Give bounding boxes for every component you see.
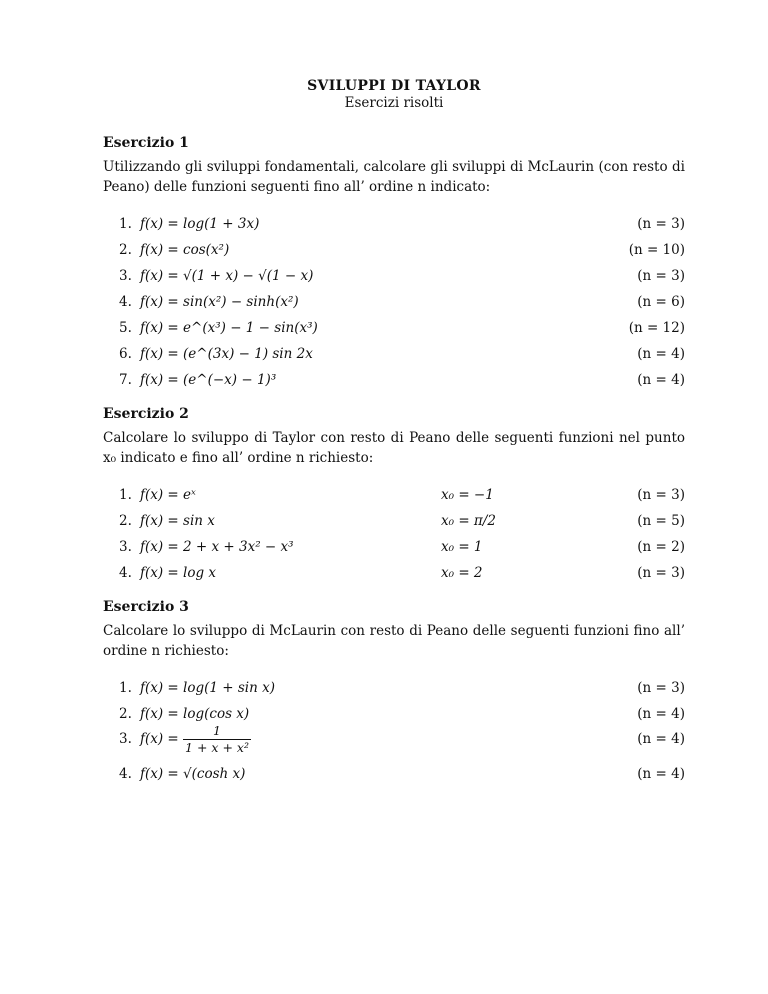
- fraction-numerator: 1: [213, 722, 221, 738]
- list-item: [119, 722, 685, 756]
- item-function: f(x) = sin x: [140, 513, 215, 529]
- item-number: 2.: [119, 242, 132, 258]
- item-order: (n = 10): [628, 242, 685, 258]
- item-function: f(x) = √(1 + x) − √(1 − x): [140, 268, 314, 284]
- item-order: (n = 4): [637, 372, 685, 388]
- list-item: [119, 258, 685, 284]
- item-order: (n = 12): [628, 320, 685, 336]
- exercise-heading: Esercizio 3: [103, 599, 189, 615]
- exercise-intro: Calcolare lo sviluppo di McLaurin con resto di Peano delle seguenti funzioni fino all’ ordine n richiesto:: [103, 623, 685, 659]
- item-order: (n = 3): [637, 680, 685, 696]
- item-number: 1.: [119, 680, 132, 696]
- item-number: 3.: [119, 731, 132, 747]
- list-item: [119, 477, 685, 503]
- exercise-2: [103, 406, 685, 581]
- item-order: (n = 2): [637, 539, 685, 555]
- exercise-heading: Esercizio 1: [103, 135, 189, 151]
- exercise-list: [119, 206, 685, 388]
- item-function: f(x) = √(cosh x): [140, 766, 246, 782]
- list-item: [119, 362, 685, 388]
- document-subtitle: Esercizi risolti: [344, 95, 444, 111]
- item-number: 2.: [119, 513, 132, 529]
- fraction: [183, 724, 251, 755]
- exercise-intro: Utilizzando gli sviluppi fondamentali, calcolare gli sviluppi di McLaurin (con resto di Peano) delle funzioni seguenti fino all’ ordine n indicato:: [103, 159, 685, 195]
- item-order: (n = 3): [637, 487, 685, 503]
- item-order: (n = 3): [637, 565, 685, 581]
- item-function: f(x) = log(cos x): [140, 706, 250, 722]
- list-item: [119, 756, 685, 782]
- exercise-heading: Esercizio 2: [103, 406, 189, 422]
- item-number: 5.: [119, 320, 132, 336]
- list-item: [119, 336, 685, 362]
- item-number: 7.: [119, 372, 132, 388]
- item-order: (n = 4): [637, 706, 685, 722]
- item-order: (n = 4): [637, 731, 685, 747]
- document-title: SVILUPPI DI TAYLOR: [307, 78, 481, 94]
- list-item: [119, 696, 685, 722]
- item-function: f(x) = (e^(−x) − 1)³: [140, 372, 277, 388]
- item-function: f(x) = cos(x²): [140, 242, 230, 258]
- item-point: x₀ = π/2: [441, 513, 496, 529]
- item-function: f(x) = e^(x³) − 1 − sin(x³): [140, 320, 318, 336]
- item-number: 1.: [119, 216, 132, 232]
- item-number: 4.: [119, 294, 132, 310]
- item-point: x₀ = 1: [441, 539, 483, 555]
- list-item: [119, 310, 685, 336]
- item-number: 3.: [119, 268, 132, 284]
- item-point: x₀ = 2: [441, 565, 483, 581]
- item-number: 2.: [119, 706, 132, 722]
- item-function: f(x) = log(1 + 3x): [140, 216, 260, 232]
- item-function: f(x) = sin(x²) − sinh(x²): [140, 294, 299, 310]
- item-number: 3.: [119, 539, 132, 555]
- item-function: f(x) = eˣ: [140, 487, 196, 503]
- list-item: [119, 529, 685, 555]
- item-order: (n = 5): [637, 513, 685, 529]
- exercise-intro: Calcolare lo sviluppo di Taylor con resto di Peano delle seguenti funzioni nel punto x₀ indicato e fino all’ ordine n richiesto:: [103, 430, 685, 466]
- item-function: f(x) = log(1 + sin x): [140, 680, 275, 696]
- item-function: f(x) = (e^(3x) − 1) sin 2x: [140, 346, 313, 362]
- item-function-lhs: f(x) =: [140, 730, 184, 747]
- exercise-1: [103, 135, 685, 388]
- list-item: [119, 284, 685, 310]
- item-order: (n = 4): [637, 346, 685, 362]
- list-item: [119, 555, 685, 581]
- list-item: [119, 670, 685, 696]
- item-order: (n = 3): [637, 216, 685, 232]
- item-number: 6.: [119, 346, 132, 362]
- item-order: (n = 3): [637, 268, 685, 284]
- item-function: [140, 724, 581, 755]
- item-order: (n = 6): [637, 294, 685, 310]
- exercise-3: [103, 599, 685, 782]
- list-item: [119, 206, 685, 232]
- exercise-list: [119, 477, 685, 581]
- item-number: 4.: [119, 766, 132, 782]
- item-number: 4.: [119, 565, 132, 581]
- item-order: (n = 4): [637, 766, 685, 782]
- fraction-denominator: 1 + x + x²: [185, 739, 249, 755]
- item-function: f(x) = log x: [140, 565, 217, 581]
- list-item: [119, 232, 685, 258]
- exercise-list: [119, 670, 685, 782]
- item-point: x₀ = −1: [441, 487, 494, 503]
- document-page: [103, 78, 685, 800]
- item-function: f(x) = 2 + x + 3x² − x³: [140, 539, 294, 555]
- list-item: [119, 503, 685, 529]
- item-number: 1.: [119, 487, 132, 503]
